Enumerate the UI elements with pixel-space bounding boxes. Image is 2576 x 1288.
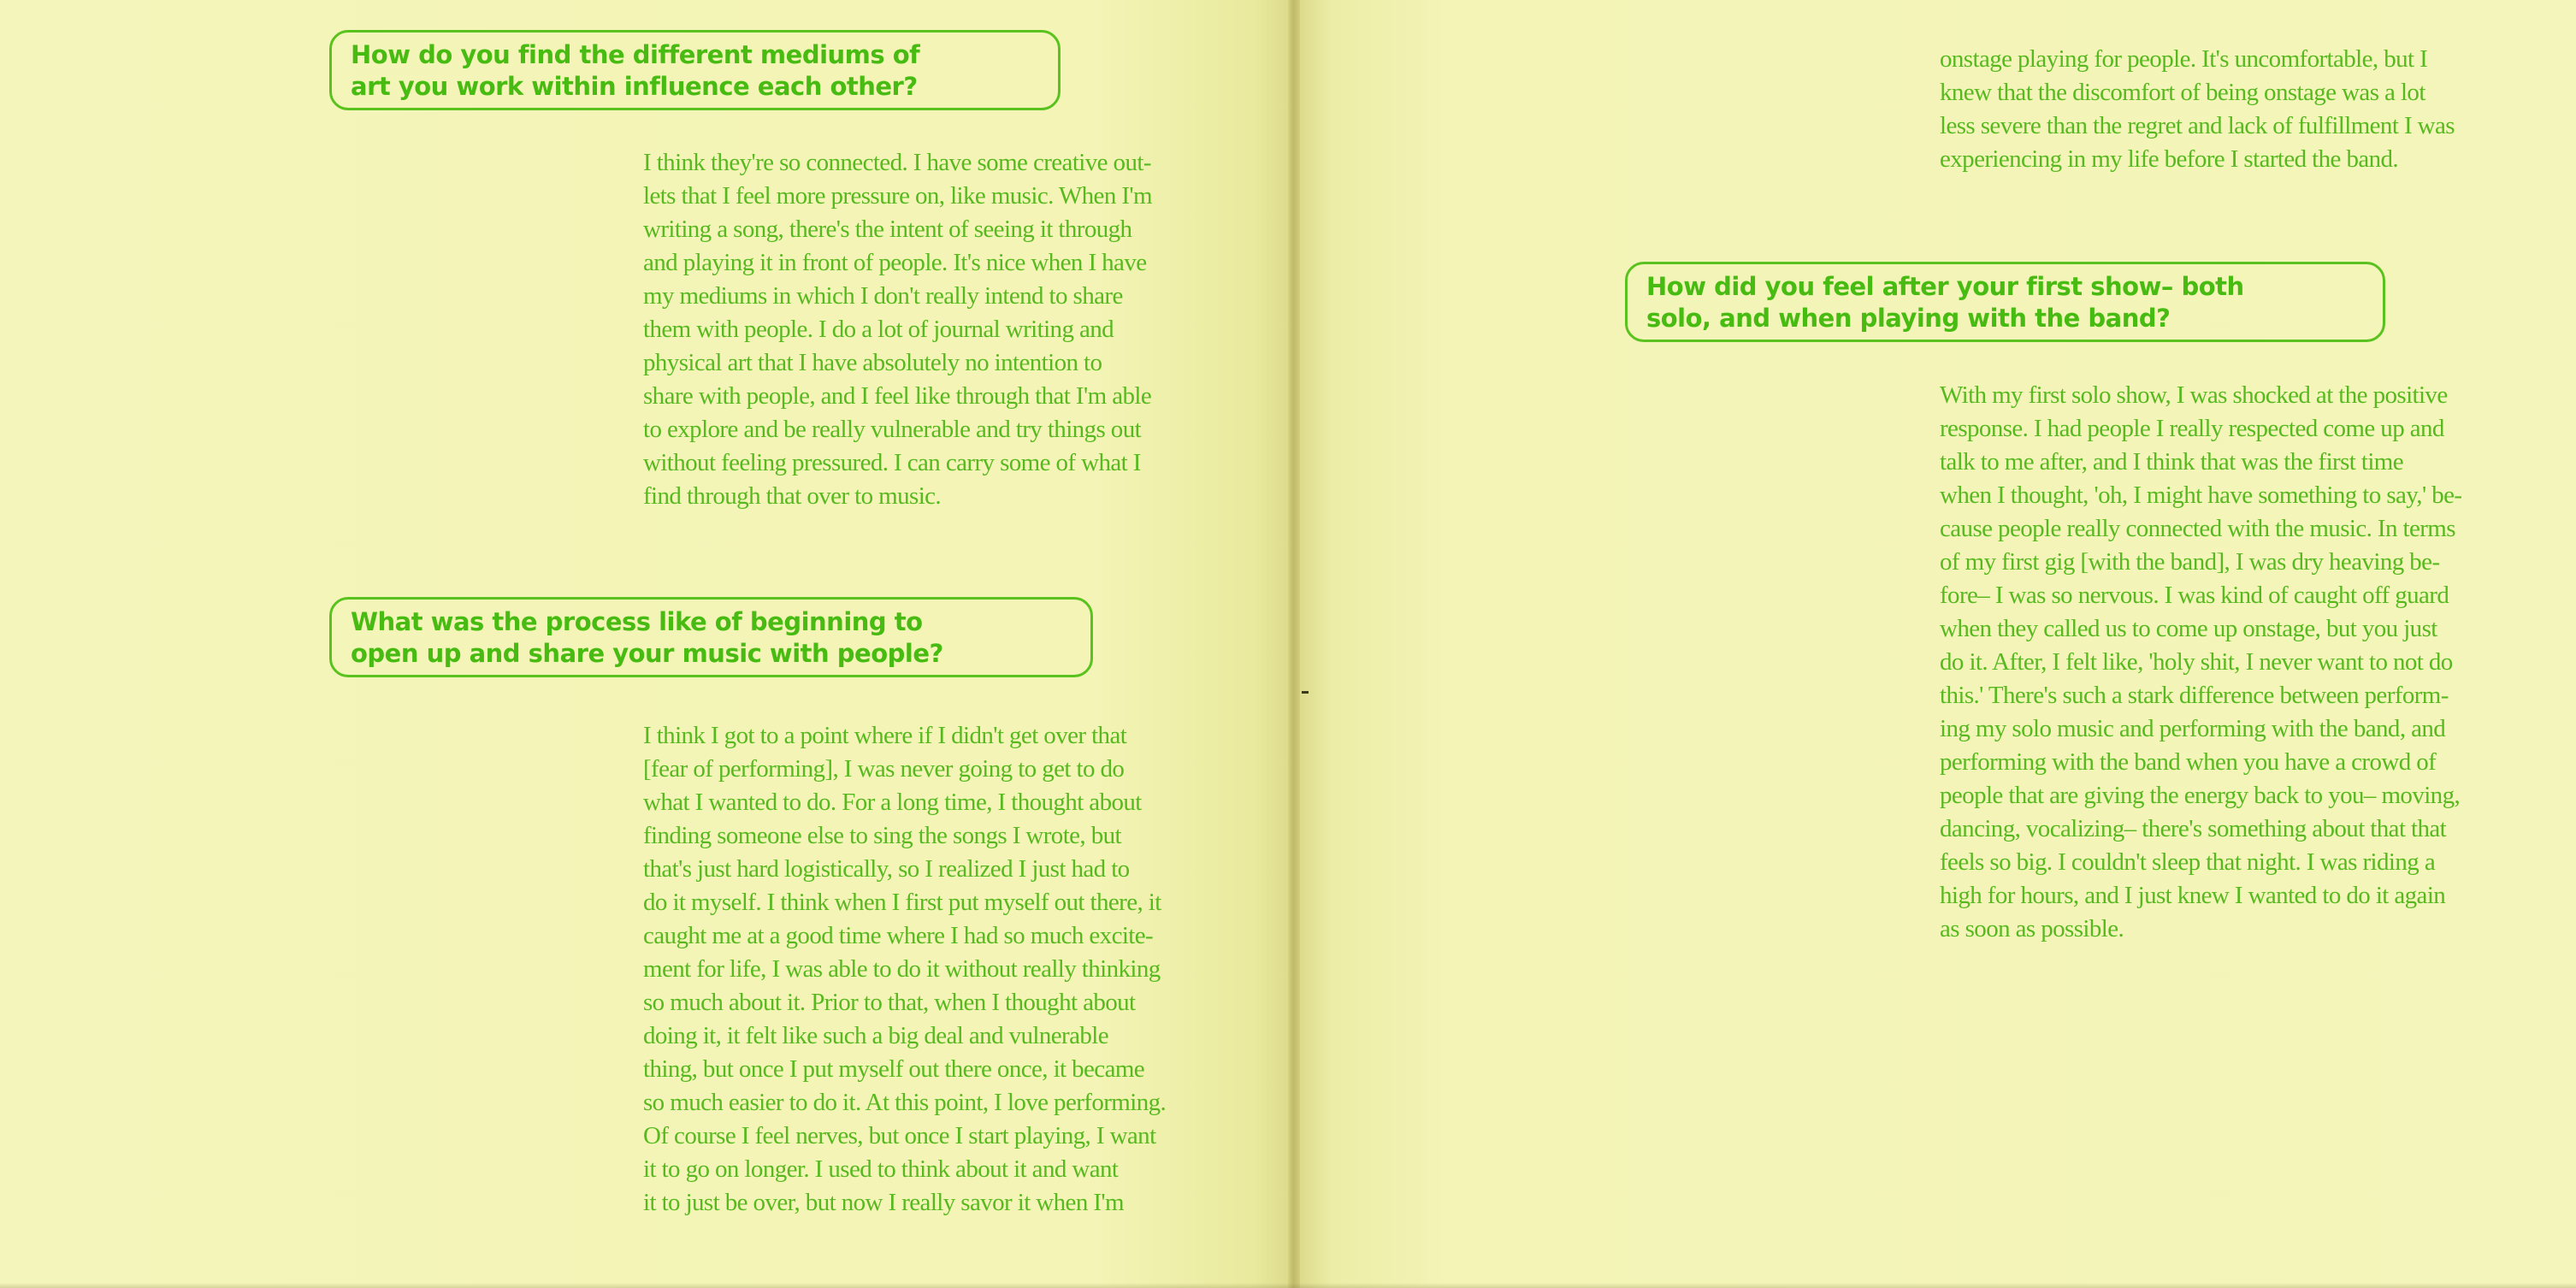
answer-line: response. I had people I really respected come up and (1940, 415, 2444, 442)
question-line: How did you feel after your first show– both (1646, 272, 2244, 301)
question-line: What was the process like of beginning to (351, 607, 923, 636)
answer-line: fore– I was so nervous. I was kind of caught off guard (1940, 582, 2449, 609)
question-line: open up and share your music with people? (351, 639, 943, 668)
question-mediums (329, 30, 1061, 110)
page-edge-shadow (0, 1283, 2576, 1288)
answer-line: of my first gig [with the band], I was dry heaving be- (1940, 548, 2440, 576)
answer-line: share with people, and I feel like through that I'm able (643, 382, 1152, 410)
question-line: solo, and when playing with the band? (1646, 304, 2171, 333)
answer-line: knew that the discomfort of being onstage was a lot (1940, 79, 2425, 106)
answer-line: doing it, it felt like such a big deal and vulnerable (643, 1022, 1109, 1049)
answer-line: physical art that I have absolutely no intention to (643, 349, 1102, 376)
answer-line: without feeling pressured. I can carry some of what I (643, 449, 1141, 476)
answer-process-continued (1940, 43, 2455, 176)
question-process (329, 597, 1093, 677)
answer-line: it to just be over, but now I really savor it when I'm (643, 1189, 1125, 1216)
answer-line: what I wanted to do. For a long time, I thought about (643, 789, 1142, 816)
answer-process (643, 719, 1166, 1220)
answer-line: when I thought, 'oh, I might have something to say,' be- (1940, 482, 2462, 509)
answer-line: find through that over to music. (643, 482, 942, 510)
answer-line: With my first solo show, I was shocked at the positive (1940, 381, 2448, 409)
answer-line: [fear of performing], I was never going to get to do (643, 755, 1125, 783)
question-line: art you work within influence each other? (351, 72, 918, 101)
answer-line: dancing, vocalizing– there's something about that that (1940, 815, 2447, 842)
answer-line: as soon as possible. (1940, 915, 2124, 942)
answer-line: writing a song, there's the intent of seeing it through (643, 216, 1132, 243)
answer-line: I think I got to a point where if I didn't get over that (643, 722, 1127, 749)
question-line: How do you find the different mediums of (351, 40, 920, 69)
answer-line: experiencing in my life before I started the band. (1940, 145, 2399, 173)
answer-line: less severe than the regret and lack of fulfillment I was (1940, 112, 2455, 139)
answer-line: my mediums in which I don't really intend to share (643, 282, 1123, 310)
answer-line: performing with the band when you have a crowd of (1940, 748, 2437, 776)
answer-line: this.' There's such a stark difference between perform- (1940, 682, 2449, 709)
answer-line: to explore and be really vulnerable and try things out (643, 416, 1142, 443)
answer-line: so much about it. Prior to that, when I thought about (643, 989, 1136, 1016)
answer-line: I think they're so connected. I have some creative out- (643, 149, 1151, 176)
answer-line: caught me at a good time where I had so much excite- (643, 922, 1154, 949)
question-first-show (1625, 262, 2385, 342)
answer-line: ment for life, I was able to do it without really thinking (643, 955, 1161, 983)
answer-first-show (1940, 379, 2461, 946)
answer-line: thing, but once I put myself out there once, it became (643, 1055, 1145, 1083)
answer-line: it to go on longer. I used to think about it and want (643, 1155, 1119, 1183)
answer-line: when they called us to come up onstage, but you just (1940, 615, 2437, 642)
answer-line: onstage playing for people. It's uncomfortable, but I (1940, 45, 2428, 73)
answer-line: talk to me after, and I think that was the first time (1940, 448, 2404, 476)
answer-line: feels so big. I couldn't sleep that night. I was riding a (1940, 848, 2436, 876)
answer-line: them with people. I do a lot of journal writing and (643, 316, 1114, 343)
answer-line: Of course I feel nerves, but once I start playing, I want (643, 1122, 1156, 1149)
answer-line: that's just hard logistically, so I realized I just had to (643, 855, 1130, 883)
answer-line: so much easier to do it. At this point, I love performing. (643, 1089, 1167, 1116)
answer-line: and playing it in front of people. It's nice when I have (643, 249, 1147, 276)
answer-line: do it myself. I think when I first put myself out there, it (643, 889, 1161, 916)
answer-line: finding someone else to sing the songs I wrote, but (643, 822, 1121, 849)
answer-line: people that are giving the energy back to you– moving, (1940, 782, 2461, 809)
answer-line: ing my solo music and performing with the band, and (1940, 715, 2446, 742)
answer-mediums (643, 146, 1152, 513)
answer-line: cause people really connected with the music. In terms (1940, 515, 2455, 542)
gutter-mark (1302, 691, 1309, 694)
answer-line: do it. After, I felt like, 'holy shit, I never want to not do (1940, 648, 2453, 676)
book-gutter (1288, 0, 1300, 1288)
answer-line: high for hours, and I just knew I wanted to do it again (1940, 882, 2446, 909)
answer-line: lets that I feel more pressure on, like music. When I'm (643, 182, 1153, 210)
